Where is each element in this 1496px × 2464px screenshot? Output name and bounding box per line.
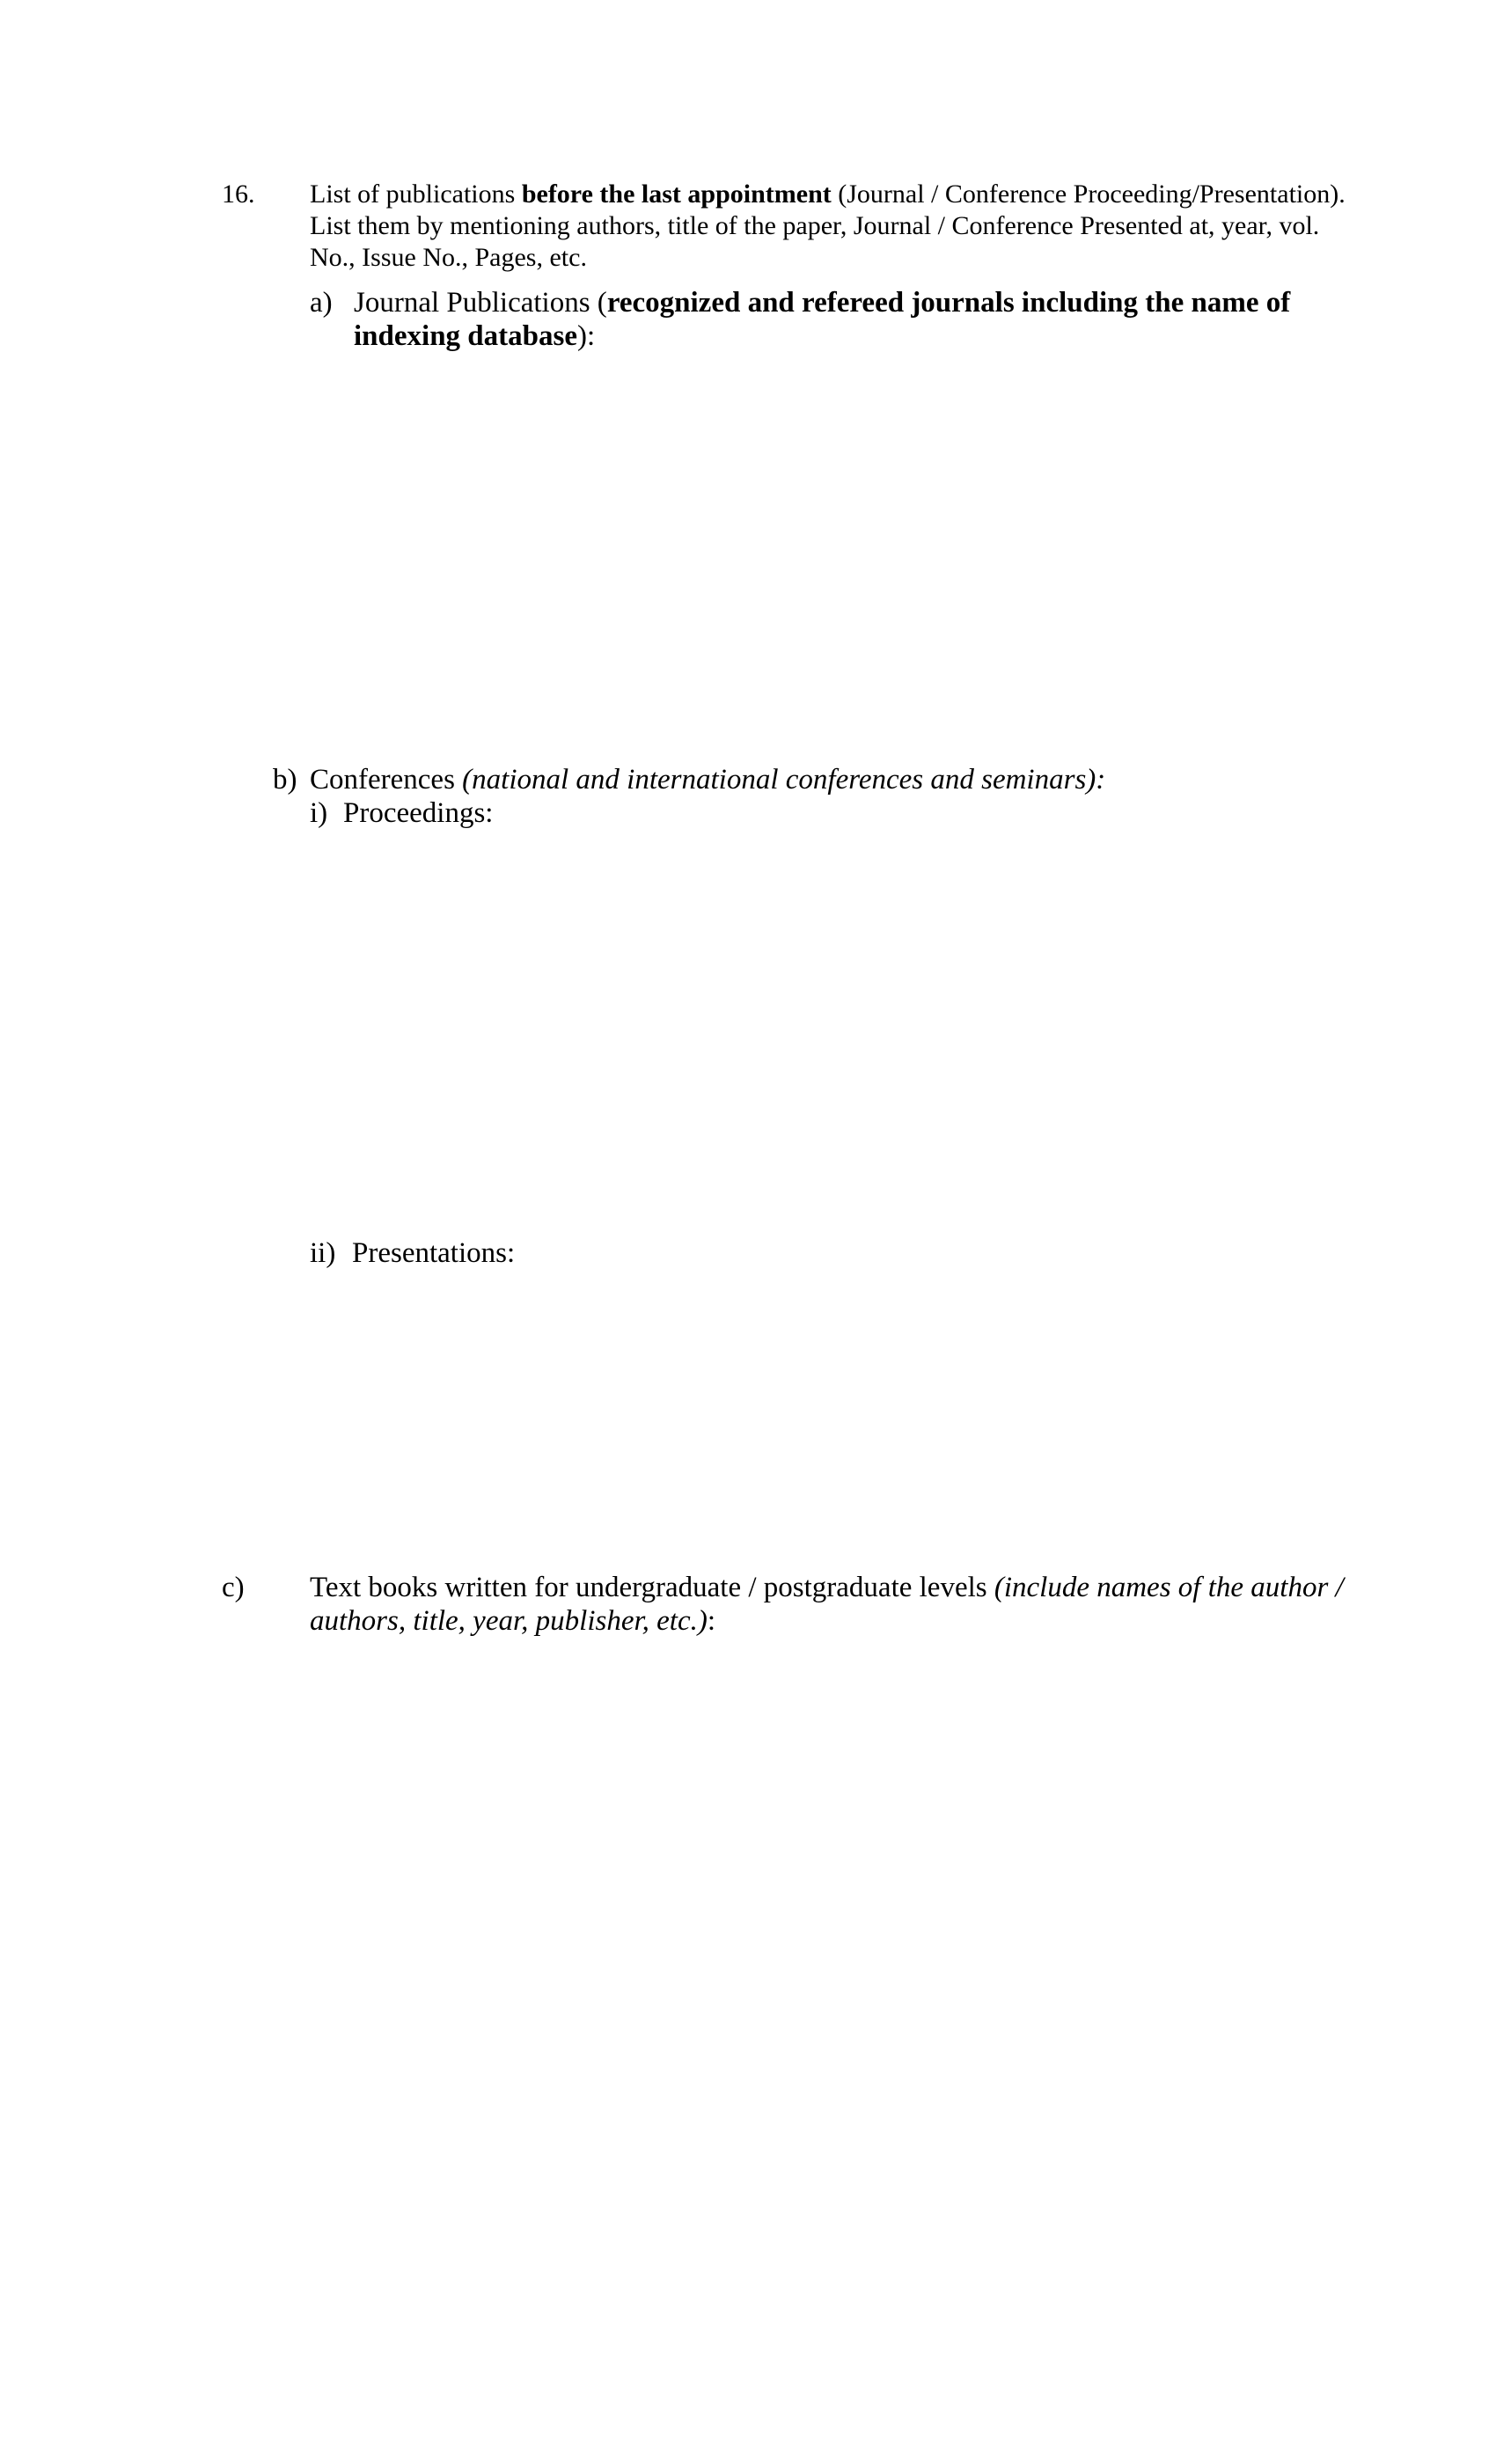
section-16-line-2: List them by mentioning authors, title of the paper, Journal / Conference Presented at, year, vol. bbox=[310, 211, 1320, 240]
item-a-emphasis: recognized and refereed journals including the name of bbox=[606, 287, 1291, 319]
item-c-line-1 bbox=[310, 1571, 1344, 1604]
item-b-i-label: Proceedings: bbox=[343, 797, 494, 829]
item-a-label: Journal Publications ( bbox=[354, 287, 607, 319]
section-16-line-1-prefix: List of publications bbox=[310, 180, 522, 209]
item-a-answer-area bbox=[310, 361, 1366, 748]
item-c-line-2 bbox=[310, 1604, 715, 1638]
section-16-line-1 bbox=[310, 179, 1346, 210]
item-c-label: Text books written for undergraduate / postgraduate levels bbox=[310, 1572, 994, 1603]
section-16-line-3: No., Issue No., Pages, etc. bbox=[310, 243, 587, 272]
proceedings-answer-area bbox=[310, 836, 1366, 1223]
presentations-answer-area bbox=[310, 1276, 1366, 1558]
item-c-description: (include names of the author / bbox=[994, 1572, 1344, 1603]
item-b-description: (national and international conferences and seminars): bbox=[462, 764, 1106, 796]
section-16-emphasis: before the last appointment bbox=[521, 180, 832, 209]
textbooks-answer-area bbox=[310, 1646, 1366, 2350]
item-b-label: Conferences bbox=[310, 764, 463, 796]
item-b-ii-marker: ii) bbox=[310, 1237, 336, 1269]
item-c-marker: c) bbox=[222, 1572, 245, 1603]
item-a-line-2-suffix: ): bbox=[576, 320, 596, 352]
item-a-emphasis-2: indexing database bbox=[354, 320, 577, 352]
section-number: 16. bbox=[222, 180, 255, 209]
item-b-marker: b) bbox=[273, 764, 297, 796]
section-16-line-1-suffix: (Journal / Conference Proceeding/Presentation). bbox=[831, 180, 1346, 209]
item-b-line bbox=[310, 763, 1105, 796]
item-a-marker: a) bbox=[310, 287, 333, 319]
item-a-line-2 bbox=[354, 319, 595, 353]
item-a-line-1 bbox=[354, 286, 1290, 319]
item-c-line-2-suffix: : bbox=[707, 1605, 716, 1637]
item-b-i-marker: i) bbox=[310, 797, 328, 829]
item-c-description-2: authors, title, year, publisher, etc.) bbox=[310, 1605, 708, 1637]
item-b-ii-label: Presentations: bbox=[352, 1237, 516, 1269]
